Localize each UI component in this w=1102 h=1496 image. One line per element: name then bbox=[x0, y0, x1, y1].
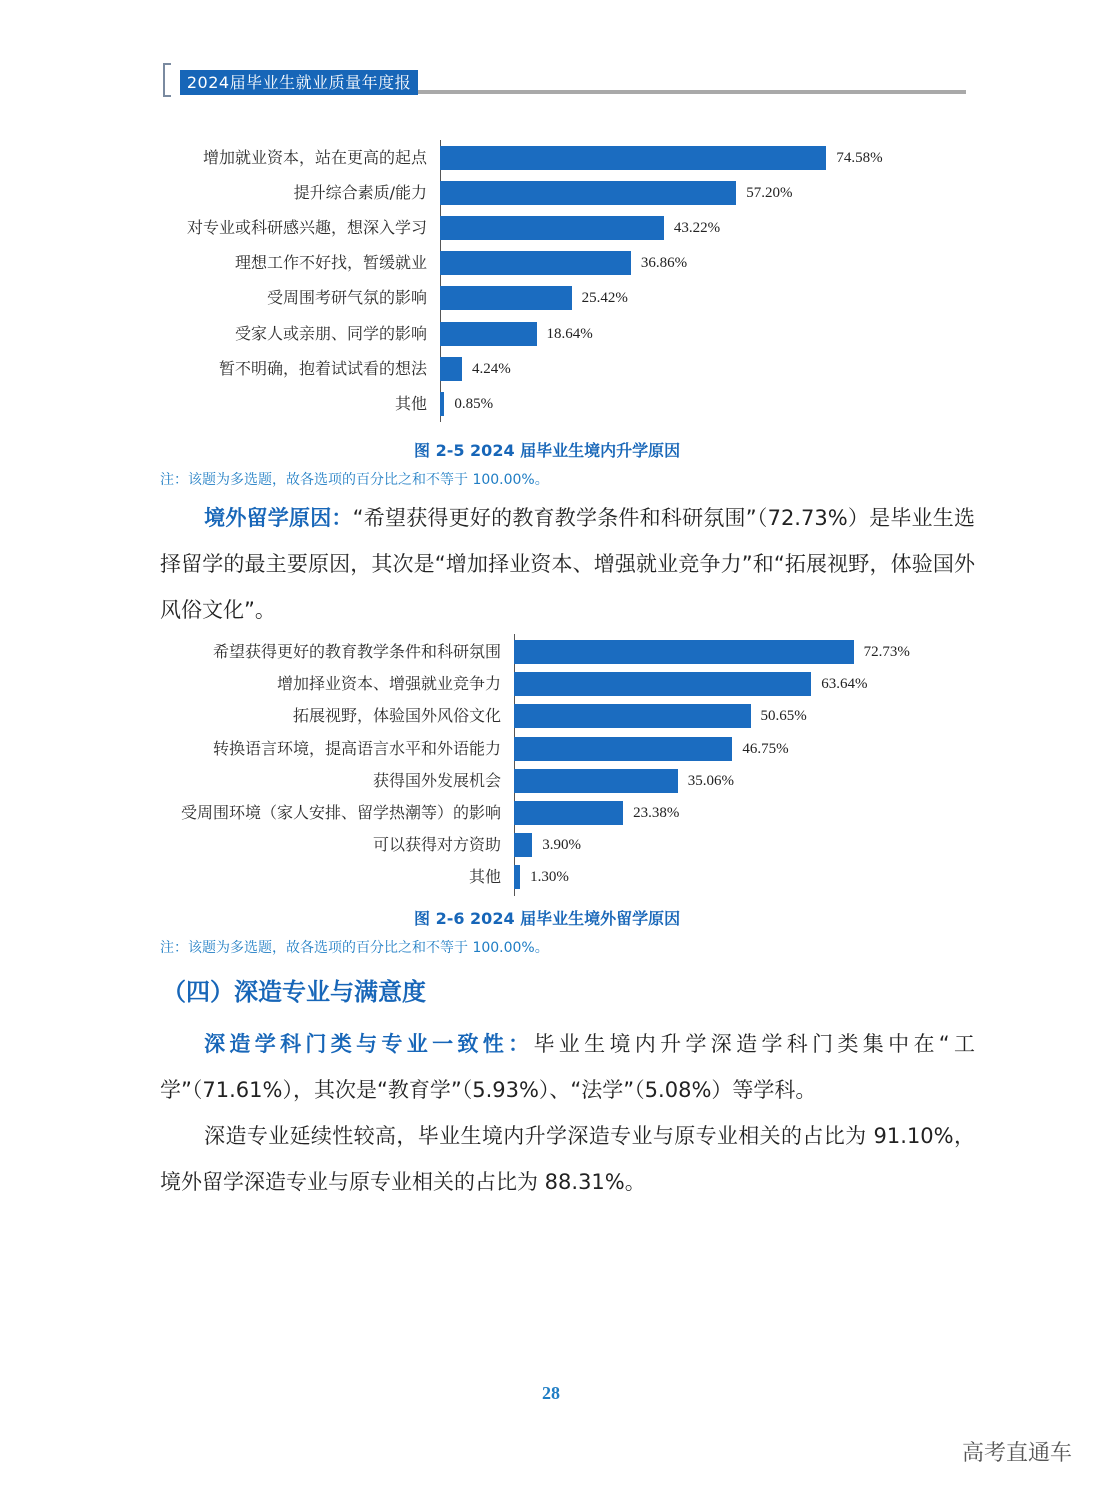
chart-domestic-reasons bbox=[186, 140, 960, 422]
header-bracket bbox=[163, 63, 171, 97]
paragraph-discipline-consistency bbox=[160, 1021, 975, 1113]
bar bbox=[440, 357, 462, 381]
value-label: 63.64% bbox=[821, 676, 868, 693]
chart-note-2-5: 注：该题为多选题，故各选项的百分比之和不等于 100.00%。 bbox=[160, 472, 549, 488]
category-label: 增加就业资本，站在更高的起点 bbox=[202, 148, 427, 167]
bar bbox=[440, 181, 736, 205]
section-title: （四）深造专业与满意度 bbox=[162, 978, 426, 1006]
bar bbox=[514, 769, 678, 793]
value-label: 18.64% bbox=[546, 325, 593, 342]
bar bbox=[514, 737, 732, 761]
bar bbox=[514, 704, 751, 728]
bar bbox=[514, 672, 811, 696]
category-label: 受周围环境（家人安排、留学热潮等）的影响 bbox=[180, 803, 501, 822]
value-label: 50.65% bbox=[760, 708, 807, 725]
value-label: 46.75% bbox=[742, 740, 789, 757]
chart-caption-2-6: 图 2-6 2024 届毕业生境外留学原因 bbox=[414, 909, 681, 928]
value-label: 43.22% bbox=[673, 220, 721, 237]
category-label: 受家人或亲朋、同学的影响 bbox=[234, 323, 427, 343]
category-label: 其他 bbox=[394, 393, 427, 413]
category-label: 暂不明确，抱着试试看的想法 bbox=[218, 358, 427, 378]
bar bbox=[440, 251, 631, 275]
value-label: 25.42% bbox=[581, 290, 628, 307]
value-label: 74.58% bbox=[836, 150, 883, 166]
chart-caption-2-5: 图 2-5 2024 届毕业生境内升学原因 bbox=[414, 441, 681, 460]
value-label: 0.85% bbox=[454, 395, 494, 412]
category-label: 受周围考研气氛的影响 bbox=[266, 288, 427, 308]
value-label: 3.90% bbox=[542, 837, 581, 854]
paragraph-overseas-reasons bbox=[160, 495, 975, 633]
paragraph-label: 深造学科门类与专业一致性： bbox=[204, 1032, 534, 1056]
value-label: 57.20% bbox=[746, 185, 793, 202]
bar bbox=[514, 833, 532, 857]
chart-overseas-reasons bbox=[180, 634, 964, 896]
category-label: 其他 bbox=[468, 867, 501, 887]
paragraph-label: 境外留学原因： bbox=[204, 506, 353, 530]
paragraph-body: 深造专业延续性较高，毕业生境内升学深造专业与原专业相关的占比为 91.10%，境外留学深造专业与原专业相关的占比为 88.31%。 bbox=[160, 1124, 975, 1194]
category-label: 获得国外发展机会 bbox=[372, 770, 501, 790]
bar bbox=[440, 392, 444, 416]
category-label: 拓展视野，体验国外风俗文化 bbox=[292, 706, 501, 726]
category-label: 理想工作不好找，暂缓就业 bbox=[234, 253, 427, 273]
value-label: 72.73% bbox=[863, 644, 910, 660]
category-label: 希望获得更好的教育教学条件和科研氛围 bbox=[212, 642, 501, 661]
value-label: 36.86% bbox=[640, 255, 688, 272]
value-label: 1.30% bbox=[530, 869, 569, 886]
watermark: 高考直通车 bbox=[961, 1441, 1072, 1466]
category-label: 增加择业资本、增强就业竞争力 bbox=[276, 674, 501, 694]
chart-note-2-6: 注：该题为多选题，故各选项的百分比之和不等于 100.00%。 bbox=[160, 940, 549, 956]
page-number: 28 bbox=[542, 1383, 560, 1403]
value-label: 23.38% bbox=[633, 805, 680, 821]
paragraph-body: “希望获得更好的教育教学条件和科研氛围”（72.73%）是毕业生选择留学的最主要原因，其次是“增加择业资本、增强就业竞争力”和“拓展视野，体验国外风俗文化”。 bbox=[160, 506, 975, 622]
report-title: 2024届毕业生就业质量年度报告 bbox=[180, 70, 418, 95]
bar bbox=[514, 865, 520, 889]
bar bbox=[440, 322, 537, 346]
header-rule bbox=[418, 90, 966, 94]
value-label: 35.06% bbox=[687, 772, 734, 789]
value-label: 4.24% bbox=[471, 360, 511, 377]
bar bbox=[440, 286, 572, 310]
bar bbox=[440, 146, 826, 170]
category-label: 可以获得对方资助 bbox=[372, 835, 501, 855]
category-label: 对专业或科研感兴趣，想深入学习 bbox=[186, 218, 427, 238]
bar bbox=[440, 216, 664, 240]
paragraph-body: 毕业生境内升学深造学科门类集中在“工学”（71.61%），其次是“教育学”（5.93%）、“法学”（5.08%）等学科。 bbox=[160, 1032, 975, 1102]
bar bbox=[514, 801, 623, 825]
bar bbox=[514, 640, 854, 664]
category-label: 提升综合素质/能力 bbox=[293, 183, 427, 203]
category-label: 转换语言环境，提高语言水平和外语能力 bbox=[212, 738, 501, 758]
paragraph-major-continuity bbox=[160, 1113, 975, 1205]
